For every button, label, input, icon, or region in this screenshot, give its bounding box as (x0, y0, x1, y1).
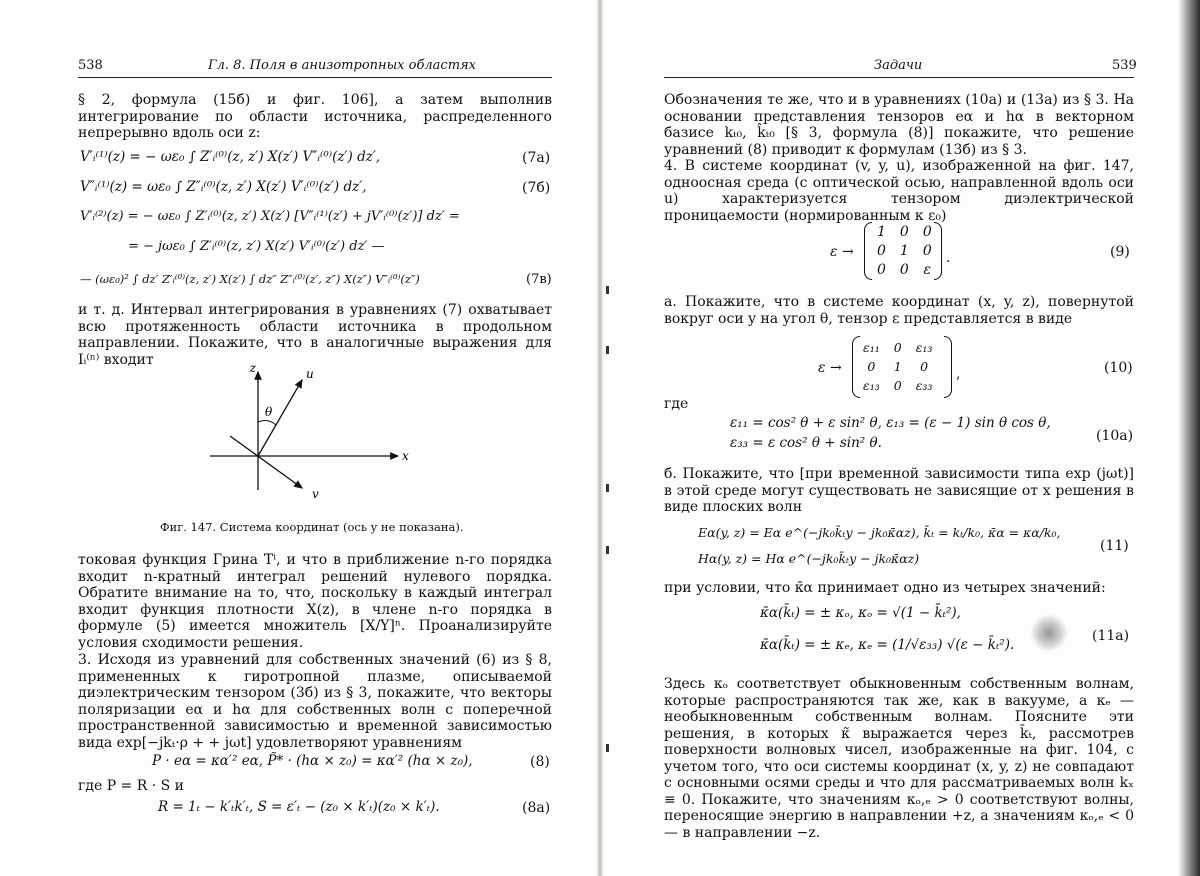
right-para-6: Здесь κₒ соответствует обыкновенным собственным волнам, которые распространяются так же, как в вакууме, а κₑ — необыкновенным собственным волнам. Поясните эти решения, в которых κ̃ выражается через k̄ₜ, рассмотрев поверхности волновых чисел, изображенные на фиг. 104, с учетом того, что оси системы координат (x, y, z) не совпадают с основными осями среды и что для рассматриваемых волн kₓ ≡ 0. Покажите, что значениям κₒ,ₑ > 0 соответствуют волны, переносящие энергию в направлении +z, а значениям κₒ,ₑ < 0 — в направлении −z. (664, 676, 1134, 841)
right-para-2: 4. В системе координат (v, y, u), изображенной на фиг. 147, одноосная среда (с оптической осью, направленной вдоль оси u) характеризуется тензором диэлектрической проницаемости (нормированным к ε₀) (664, 158, 1134, 224)
matrix-9-cell: 0 (922, 242, 932, 259)
scan-speck (606, 546, 609, 554)
equation-7c-line-1: V′ᵢ⁽²⁾(z) = − ωε₀ ∫ Z′ᵢ⁽⁰⁾(z, z′) X(z′) [V″ᵢ⁽¹⁾(z′) + jV′ᵢ⁽⁰⁾(z′)] dz′ = (80, 209, 460, 224)
equation-8a: R = 1ₜ − k′ₜk′ₜ, S = ε′ₜ − (z₀ × k′ₜ)(z₀ × k′ₜ). (158, 799, 440, 815)
equation-10a-label: (10а) (1096, 428, 1134, 444)
equation-10-label: (10) (1104, 360, 1133, 376)
matrix-10-cell: 0 (893, 340, 902, 355)
label-u: u (306, 367, 314, 381)
right-para-1: Обозначения те же, что и в уравнениях (10а) и (13а) из § 3. На основании представления тензоров eα и hα в векторном базисе kₜ₀, k̂ₜ₀ [§ 3, формула (8)] покажите, что решение уравнений (8) приводит к формулам (13б) из § 3. (664, 92, 1134, 158)
page-edge-shadow (1178, 0, 1200, 876)
scan-speck (606, 286, 609, 294)
equation-7c-label: (7в) (526, 272, 552, 287)
matrix-10-cell: ε₁₃ (863, 378, 880, 393)
matrix-10-cell: ε₃₃ (915, 378, 933, 393)
equation-7c-line-2: = − jωε₀ ∫ Z′ᵢ⁽⁰⁾(z, z′) X(z′) V′ᵢ⁽⁰⁾(z′) dz′ — (128, 239, 385, 254)
matrix-9-cell: 1 (899, 242, 909, 259)
matrix-10-cell: 0 (867, 359, 876, 374)
equation-11a-line-1: κ̄α(k̄ₜ) = ± κₒ, κₒ = √(1 − k̄ₜ²), (760, 605, 961, 621)
matrix-10-cell: 0 (920, 359, 929, 374)
left-page (0, 0, 596, 876)
right-para-4: б. Покажите, что [при временной зависимости типа exp (jωt)] в этой среде могут существовать не зависящие от x решения в виде плоских волн (664, 466, 1134, 515)
label-theta: θ (265, 405, 273, 419)
matrix-9-cell: 1 (877, 223, 886, 240)
left-running-head: Гл. 8. Поля в анизотропных областях (208, 58, 476, 73)
right-para-5: при условии, что κ̄α принимает одно из четырех значений: (664, 580, 1106, 596)
left-para-4: 3. Исходя из уравнений для собственных значений (6) из § 8, примененных к гиротропной плазме, описываемой диэлектрическим тензором (3б) из § 3, покажите, что векторы поляризации eα и hα для собственных волн с поперечной пространственной зависимостью и временной зависимостью вида exp[−jkₜ·ρ + + jωt] удовлетворяют уравнениям (78, 652, 552, 751)
figure-147-coordinate-system (190, 360, 420, 510)
scan-speck (606, 744, 609, 752)
right-para-3: а. Покажите, что в системе координат (x, y, z), повернутой вокруг оси y на угол θ, тензор ε представляется в виде (664, 294, 1134, 327)
right-page (604, 0, 1178, 876)
v-axis (230, 436, 302, 488)
matrix-10-cell: 1 (893, 359, 902, 374)
matrix-10 (856, 338, 939, 395)
equation-10a-line-1: ε₁₁ = cos² θ + ε sin² θ, ε₁₃ = (ε − 1) sin θ cos θ, (730, 415, 1051, 431)
left-para-2: и т. д. Интервал интегрирования в уравнениях (7) охватывает всю протяженность области источника в продольном направлении. Покажите, что в аналогичные выражения для Iᵢ⁽ⁿ⁾ входит (78, 302, 552, 368)
matrix-10-cell: ε₁₃ (915, 340, 933, 355)
matrix-10-right-bracket (944, 336, 952, 398)
equation-7c-line-3: — (ωε₀)² ∫ dz′ Z′ᵢ⁽⁰⁾(z, z′) X(z′) ∫ dz″ Z″ᵢ⁽⁰⁾(z′, z″) X(z″) V″ᵢ⁽⁰⁾(z″) (80, 272, 420, 286)
where-10: где (664, 396, 689, 412)
matrix-9-lhs: ε → (830, 244, 854, 260)
matrix-10-cell: ε₁₁ (863, 340, 880, 355)
equation-7b-label: (7б) (522, 180, 551, 196)
equation-11-label: (11) (1100, 538, 1129, 554)
matrix-9-cell: 0 (877, 242, 886, 259)
matrix-9-cell: 0 (899, 223, 909, 240)
matrix-9 (870, 222, 939, 279)
where-8: где P = R · S и (78, 778, 185, 794)
figure-147-caption: Фиг. 147. Система координат (ось y не показана). (160, 520, 464, 534)
equation-11-line-1: Eα(y, z) = Eα e^(−jk₀k̄ₜy − jk₀κ̄αz), k̄ₜ = kₜ/k₀, κ̄α = κα/k₀, (698, 525, 1061, 540)
equation-8: P · eα = κα′² eα, P̃* · (hα × z₀) = κα′² (hα × z₀), (152, 753, 473, 769)
label-x: x (402, 449, 409, 463)
ink-smudge (1030, 614, 1068, 652)
book-gutter (596, 0, 604, 876)
equation-7a-label: (7а) (522, 150, 551, 166)
equation-8a-label: (8а) (522, 800, 551, 816)
equation-11a-line-2: κ̄α(k̄ₜ) = ± κₑ, κₑ = (1/√ε₃₃) √(ε − k̄ₜ²). (760, 637, 1015, 653)
matrix-9-right-bracket (934, 222, 942, 280)
label-v: v (312, 487, 319, 501)
matrix-10-cell: 0 (893, 378, 902, 393)
equation-7a: V′ᵢ⁽¹⁾(z) = − ωε₀ ∫ Z′ᵢ⁽⁰⁾(z, z′) X(z′) V″ᵢ⁽⁰⁾(z′) dz′, (80, 149, 381, 165)
theta-arc (258, 421, 276, 425)
equation-11a-label: (11а) (1092, 628, 1130, 644)
matrix-9-tail: . (946, 250, 951, 266)
equation-9-label: (9) (1110, 244, 1130, 260)
right-header-rule (664, 77, 1134, 78)
left-page-number: 538 (78, 58, 103, 73)
left-para-3: токовая функция Грина Tⁱ, и что в приближение n-го порядка входит n-кратный интеграл решений нулевого порядка. Обратите внимание на то, что, поскольку в каждый интеграл входит функция плотности X(z), в члене n-го порядка в формуле (5) имеется множитель [X/Y]ⁿ. Проанализируйте условия сходимости решения. (78, 552, 552, 651)
right-page-number: 539 (1112, 58, 1137, 73)
matrix-9-cell: 0 (922, 223, 932, 240)
matrix-9-cell: 0 (899, 261, 909, 278)
equation-7b: V″ᵢ⁽¹⁾(z) = ωε₀ ∫ Z″ᵢ⁽⁰⁾(z, z′) X(z′) V′ᵢ⁽⁰⁾(z′) dz′, (80, 179, 367, 195)
label-z: z (249, 361, 256, 375)
equation-11-line-2: Hα(y, z) = Hα e^(−jk₀k̄ₜy − jk₀κ̄αz) (698, 551, 920, 566)
equation-8-label: (8) (530, 754, 550, 770)
left-header-rule (78, 77, 552, 78)
left-para-1: § 2, формула (15б) и фиг. 106], а затем выполнив интегрирование по области источника, распределенного непрерывно вдоль оси z: (78, 92, 552, 141)
equation-10a-line-2: ε₃₃ = ε cos² θ + sin² θ. (730, 435, 882, 451)
matrix-10-tail: , (956, 366, 961, 382)
right-running-head: Задачи (874, 58, 923, 73)
matrix-9-cell: 0 (877, 261, 886, 278)
matrix-10-lhs: ε → (818, 360, 842, 376)
matrix-9-cell: ε (923, 261, 932, 278)
scan-speck (606, 346, 609, 354)
scan-speck (606, 484, 609, 492)
